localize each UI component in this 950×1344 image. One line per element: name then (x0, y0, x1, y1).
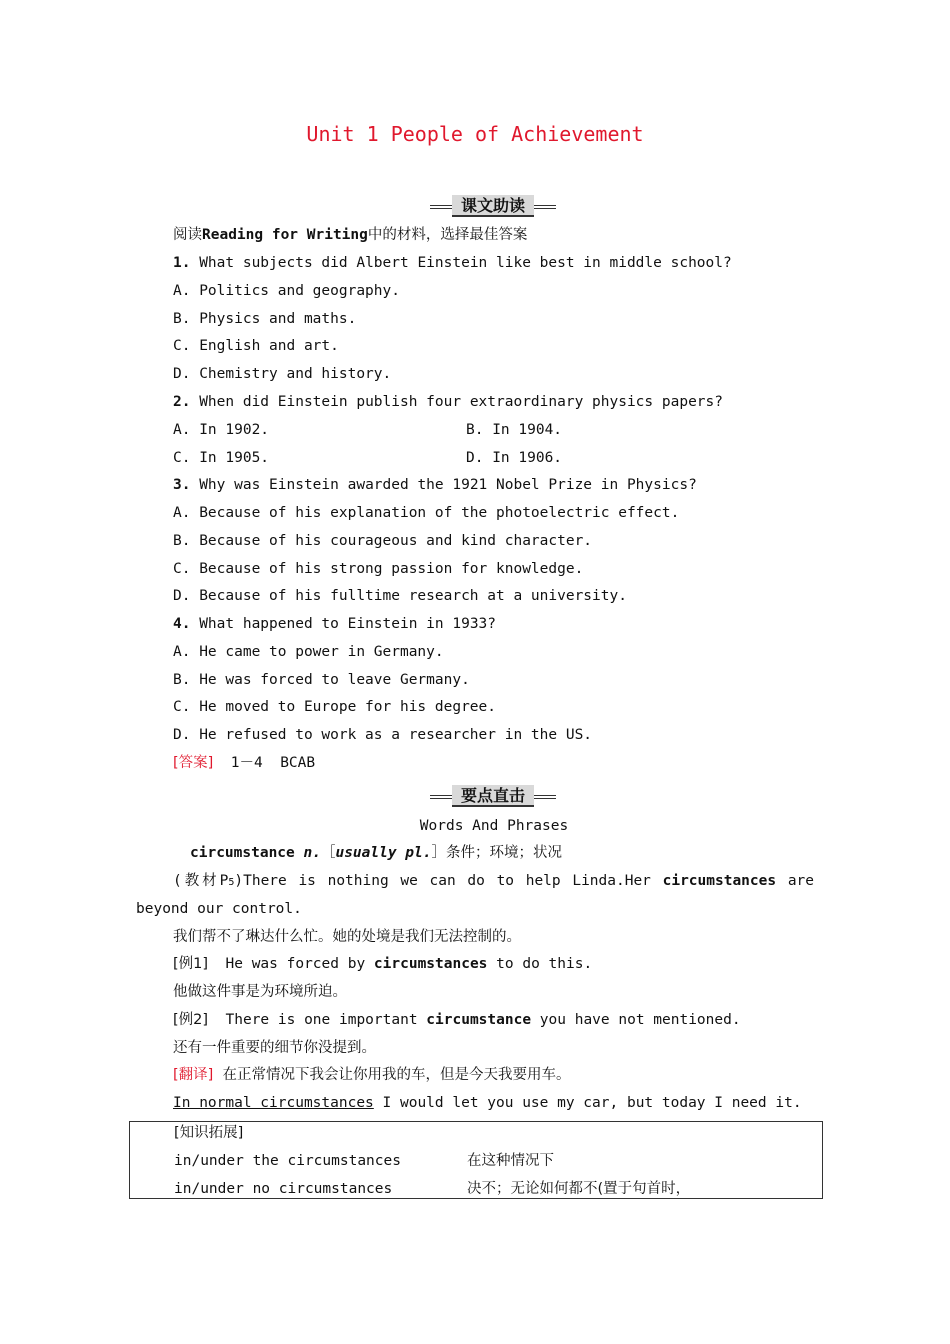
question-4: 4. What happened to Einstein in 1933? (173, 616, 497, 632)
translation-label: [翻译] (173, 1067, 214, 1083)
section-banner-key-points (430, 785, 556, 807)
question-4-option-a: A. He came to power in Germany. (173, 644, 444, 660)
section-banner-label: 课文助读 (460, 196, 525, 215)
question-1: 1. What subjects did Albert Einstein like best in middle school? (173, 255, 732, 271)
question-4-option-b: B. He was forced to leave Germany. (173, 672, 470, 688)
question-3-option-c: C. Because of his strong passion for knowledge. (173, 561, 584, 577)
question-2-option-c: C. In 1905. (173, 450, 270, 466)
answer-key: [答案] 1－4 BCAB (173, 755, 316, 771)
textbook-example-line-1: (教材P5)There is nothing we can do to help Linda.Her circumstances are (173, 873, 815, 889)
question-2: 2. When did Einstein publish four extraordinary physics papers? (173, 394, 723, 410)
example-2: [例2] There is one important circumstance you have not mentioned. (173, 1012, 741, 1028)
extension-meaning-2: 决不；无论如何都不(置于句首时， (467, 1181, 691, 1197)
vocab-entry: circumstance n.［usually pl.］条件；环境；状况 (190, 845, 562, 861)
question-3-option-d: D. Because of his fulltime research at a university. (173, 588, 627, 604)
question-2-option-b: B. In 1904. (466, 422, 563, 438)
translation-task: [翻译] 在正常情况下我会让你用我的车，但是今天我要用车。 (173, 1067, 571, 1083)
textbook-example-line-2: beyond our control. (136, 901, 302, 917)
question-4-option-c: C. He moved to Europe for his degree. (173, 699, 497, 715)
question-1-option-b: B. Physics and maths. (173, 311, 357, 327)
knowledge-extension-box (129, 1121, 823, 1199)
example-2-translation: 还有一件重要的细节你没提到。 (173, 1040, 376, 1056)
page-title: Unit 1 People of Achievement (306, 122, 644, 146)
example-1-translation: 他做这件事是为环境所迫。 (173, 984, 347, 1000)
subheading: Words And Phrases (419, 818, 569, 834)
question-1-option-c: C. English and art. (173, 338, 339, 354)
extension-title: [知识拓展] (174, 1125, 244, 1141)
question-1-option-d: D. Chemistry and history. (173, 366, 392, 382)
reading-intro: 阅读Reading for Writing中的材料，选择最佳答案 (173, 227, 528, 243)
question-4-option-d: D. He refused to work as a researcher in the US. (173, 727, 593, 743)
example-1: [例1] He was forced by circumstances to do this. (173, 956, 593, 972)
question-3-option-a: A. Because of his explanation of the photoelectric effect. (173, 505, 680, 521)
translation-answer: In normal circumstances I would let you use my car, but today I need it. (173, 1095, 802, 1111)
question-2-option-a: A. In 1902. (173, 422, 270, 438)
question-1-option-a: A. Politics and geography. (173, 283, 400, 299)
section-banner-reading (430, 195, 556, 217)
extension-phrase-2: in/under no circumstances (174, 1181, 393, 1197)
answer-label: [答案] (173, 755, 214, 771)
section-banner-label: 要点直击 (460, 786, 525, 805)
extension-phrase-1: in/under the circumstances (174, 1153, 401, 1169)
question-2-option-d: D. In 1906. (466, 450, 563, 466)
extension-meaning-1: 在这种情况下 (467, 1153, 554, 1169)
textbook-example-translation: 我们帮不了琳达什么忙。她的处境是我们无法控制的。 (173, 929, 521, 945)
vocab-word: circumstance (190, 845, 295, 861)
question-3-option-b: B. Because of his courageous and kind character. (173, 533, 593, 549)
question-3: 3. Why was Einstein awarded the 1921 Nobel Prize in Physics? (173, 477, 697, 493)
